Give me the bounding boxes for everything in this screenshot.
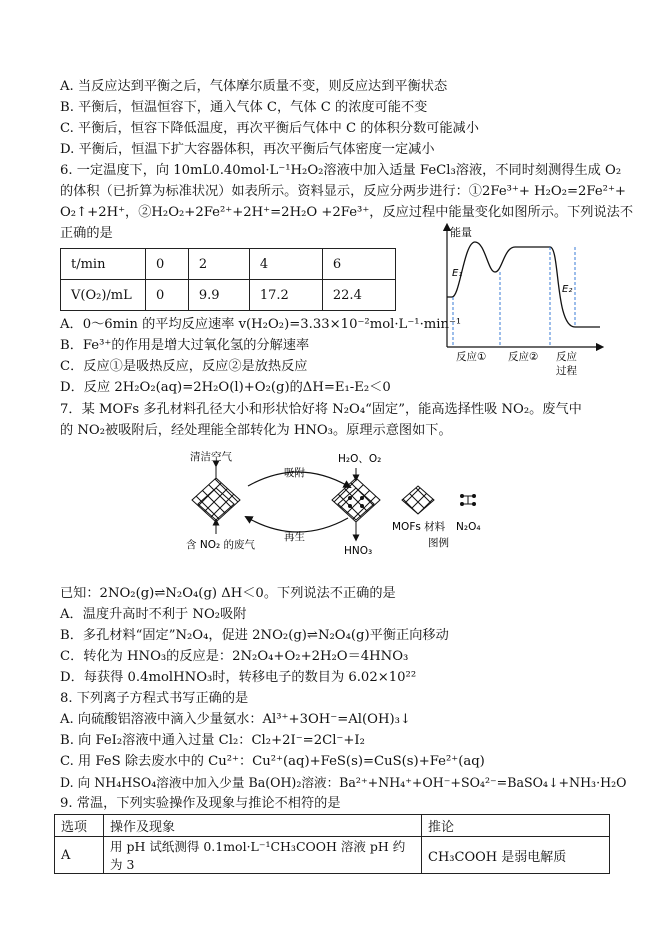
x-label-r2: 反应② [508, 351, 539, 363]
hno3-label: HNO₃ [344, 545, 373, 557]
table-cell: 4 [249, 249, 322, 280]
q5-option-b: B. 平衡后，恒温恒容下，通入气体 C，气体 C 的浓度可能不变 [60, 100, 428, 115]
table-cell: t/min [61, 249, 146, 280]
q6-option-b: B．Fe³⁺的作用是增大过氧化氢的分解速率 [60, 338, 310, 353]
q8-option-a: A. 向硫酸铝溶液中滴入少量氨水：Al³⁺+3OH⁻=Al(OH)₃↓ [60, 712, 411, 727]
q8-option-b: B. 向 FeI₂溶液中通入过量 Cl₂：Cl₂+2I⁻=2Cl⁻+I₂ [60, 733, 365, 748]
table-row [61, 249, 396, 280]
q6-stem-line1: 6. 一定温度下，向 10mL0.40mol·L⁻¹H₂O₂溶液中加入适量 FeCl₃溶液，不同时刻测得生成 O₂ [60, 163, 622, 178]
table-header: 选项 [55, 815, 104, 837]
q5-option-c: C. 平衡后，恒容下降低温度，再次平衡后气体中 C 的体积分数可能减小 [60, 121, 479, 136]
table-cell: CH₃COOH 是弱电解质 [422, 837, 610, 874]
e1-label: E₁ [452, 268, 463, 279]
legend-n2o4-icon [460, 494, 476, 506]
table-row [55, 815, 610, 837]
table-cell: 22.4 [322, 280, 395, 311]
x-label-r1: 反应① [456, 351, 487, 363]
q6-option-c: C．反应①是吸热反应，反应②是放热反应 [60, 359, 308, 374]
energy-curve [447, 242, 600, 327]
table-row [61, 280, 396, 311]
table-cell: 17.2 [249, 280, 322, 311]
q8-option-d: D. 向 NH₄HSO₄溶液中加入少量 Ba(OH)₂溶液：Ba²⁺+NH₄⁺+OH⁻+SO₄²⁻=BaSO₄↓+NH₃·H₂O [60, 775, 627, 790]
q7-stem-line2: 的 NO₂被吸附后，经处理能全部转化为 HNO₃。原理示意图如下。 [60, 423, 452, 438]
table-cell: 0 [146, 249, 189, 280]
table-header: 操作及现象 [104, 815, 422, 837]
legend-mofs-label: MOFs 材料 [392, 521, 446, 533]
x-label-process-2: 过程 [556, 365, 577, 377]
q6-stem-line2: 的体积（已折算为标准状况）如表所示。资料显示，反应分两步进行：①2Fe³⁺+ H₂O₂=2Fe²⁺+ [60, 184, 626, 199]
q6-option-d: D．反应 2H₂O₂(aq)=2H₂O(l)+O₂(g)的ΔH=E₁-E₂＜0 [60, 380, 391, 395]
q9-title: 9. 常温，下列实验操作及现象与推论不相符的是 [60, 796, 341, 811]
q9-table [54, 814, 610, 874]
q8-title: 8. 下列离子方程式书写正确的是 [60, 691, 249, 706]
left-mofs-lattice [192, 478, 240, 522]
x-label-process-1: 反应 [556, 351, 577, 363]
legend-title: 图例 [428, 537, 449, 549]
table-cell: 9.9 [188, 280, 249, 311]
adsorb-label: 吸附 [284, 467, 305, 479]
table-header: 推论 [422, 815, 610, 837]
energy-diagram [430, 222, 605, 382]
q6-option-a: A．0～6min 的平均反应速率 v(H₂O₂)=3.33×10⁻²mol·L⁻¹·min⁻¹ [60, 317, 462, 332]
q7-option-b: B．多孔材料“固定”N₂O₄，促进 2NO₂(g)⇌N₂O₄(g)平衡正向移动 [60, 628, 449, 643]
q7-option-c: C．转化为 HNO₃的反应是：2N₂O₄+O₂+2H₂O＝4HNO₃ [60, 649, 409, 664]
h2o-o2-label: H₂O、O₂ [338, 453, 382, 465]
q6-stem-line4: 正确的是 [60, 226, 113, 241]
q5-option-d: D. 平衡后，恒温下扩大容器体积，再次平衡后气体密度一定减小 [60, 142, 435, 157]
table-cell: 2 [188, 249, 249, 280]
e2-label: E₂ [562, 284, 573, 295]
table-cell: A [55, 837, 104, 874]
q7-option-a: A．温度升高时不利于 NO₂吸附 [60, 607, 247, 622]
table-cell: 6 [322, 249, 395, 280]
table-cell: 0 [146, 280, 189, 311]
legend-mofs-icon [402, 486, 434, 514]
right-mofs-lattice [332, 478, 380, 522]
regen-arrow [248, 518, 348, 532]
q7-option-d: D．每获得 0.4molHNO₃时，转移电子的数目为 6.02×10²² [60, 670, 417, 685]
legend-n2o4-label: N₂O₄ [456, 521, 481, 533]
mofs-diagram [178, 448, 508, 576]
q7-stem-line1: 7．某 MOFs 多孔材料孔径大小和形状恰好将 N₂O₄“固定”，能高选择性吸 NO₂。废气中 [60, 402, 582, 417]
q8-option-c: C. 用 FeS 除去废水中的 Cu²⁺：Cu²⁺(aq)+FeS(s)=CuS(s)+Fe²⁺(aq) [60, 754, 485, 769]
regen-label: 再生 [284, 531, 305, 543]
q7-known: 已知：2NO₂(g)⇌N₂O₄(g) ΔH＜0。下列说法不正确的是 [60, 586, 396, 601]
q6-stem-line3: O₂↑+2H⁺，②H₂O₂+2Fe²⁺+2H⁺=2H₂O +2Fe³⁺，反应过程中能量变化如图所示。下列说法不 [60, 205, 634, 220]
clean-air-label: 清洁空气 [190, 451, 232, 463]
q5-option-a: A. 当反应达到平衡之后，气体摩尔质量不变，则反应达到平衡状态 [60, 79, 448, 94]
q6-data-table [60, 248, 396, 311]
table-row [55, 837, 610, 874]
table-cell: 用 pH 试纸测得 0.1mol·L⁻¹CH₃COOH 溶液 pH 约为 3 [104, 837, 422, 874]
waste-gas-label: 含 NO₂ 的废气 [186, 539, 256, 551]
table-cell: V(O₂)/mL [61, 280, 146, 311]
y-axis-label: 能量 [450, 226, 472, 239]
